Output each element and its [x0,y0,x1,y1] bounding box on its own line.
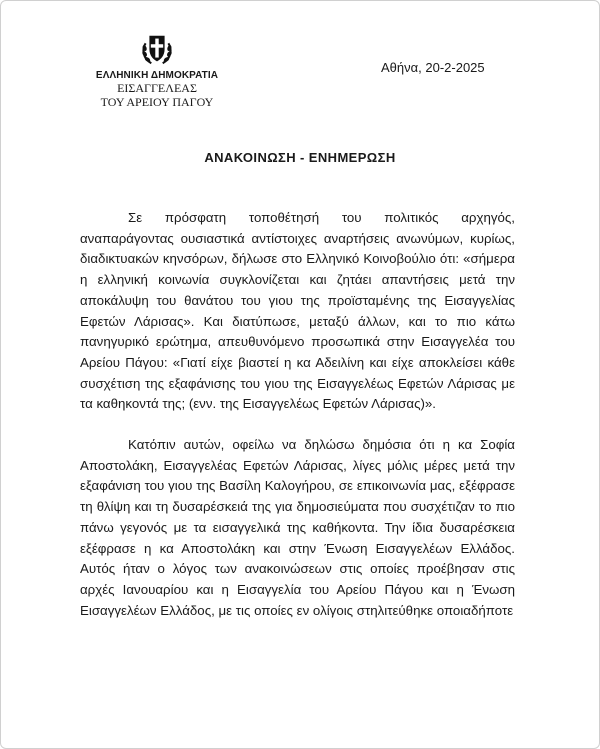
paragraph: Σε πρόσφατη τοποθέτησή του πολιτικός αρχηγός, αναπαράγοντας ουσιαστικά αντίστοιχες αναρτήσεις ανωνύμων, κυρίως, διαδικτυακών κηνσόρων, δήλωσε στο Ελληνικό Κοινοβούλιο ότι: «σήμερα η ελληνική κοινωνία συγκλονίζεται και ζητάει απαντήσεις μετά την αποκάλυψη του θανάτου του γιου της προϊσταμένης της Εισαγγελίας Εφετών Λάρισας». Και διατύπωσε, μεταξύ άλλων, και το πιο κάτω πανηγυρικό ερώτημα, απευθυνόμενο προσωπικά στην Εισαγγελέα του Αρείου Πάγου: «Γιατί είχε βιαστεί η κα Αδειλίνη και είχε αποκλείσει κάθε συσχέτιση της εξαφάνισης του γιου της Εισαγγελέως Εφετών Λάρισας με τα καθηκοντά της; (ενν. της Εισαγγελέως Εφετών Λάρισας)». [80,210,515,412]
document-body [80,208,515,641]
office-line-2: ΤΟΥ ΑΡΕΙΟΥ ΠΑΓΟΥ [100,95,214,109]
republic-name: ΕΛΛΗΝΙΚΗ ΔΗΜΟΚΡΑΤΙΑ [95,70,219,81]
document-title: ΑΝΑΚΟΙΝΩΣΗ - ΕΝΗΜΕΡΩΣΗ [204,150,396,165]
letterhead [92,30,222,109]
paragraph: Κατόπιν αυτών, οφείλω να δηλώσω δημόσια ότι η κα Σοφία Αποστολάκη, Εισαγγελέας Εφετών Λάρισας, λίγες μόλις μέρες μετά την εξαφάνιση του γιου της Βασίλη Καλογήρου, σε επικοινωνία μας, εξέφρασε τη θλίψη και τη δυσαρέσκειά της για δημοσιεύματα που συσχέτιζαν το πιο πάνω γεγονός με τα εισαγγελικά της καθήκοντα. Την ίδια δυσαρέσκεια εξέφρασε η κα Αποστολάκη και στην Ένωση Εισαγγελέων Ελλάδος. Αυτός ήταν ο λόγος των ανακοινώσεων στις οποίες προέβησαν στις αρχές Ιανουαρίου και η Εισαγγελία του Αρείου Πάγου και η Ένωση Εισαγγελέων Ελλάδος, με τις οποίες εν ολίγοις στηλιτεύθηκε οποιαδήποτε [80,437,515,618]
document-date: Αθήνα, 20-2-2025 [381,60,485,75]
greek-coat-of-arms-icon [138,30,176,68]
office-line-1: ΕΙΣΑΓΓΕΛΕΑΣ [117,81,197,95]
